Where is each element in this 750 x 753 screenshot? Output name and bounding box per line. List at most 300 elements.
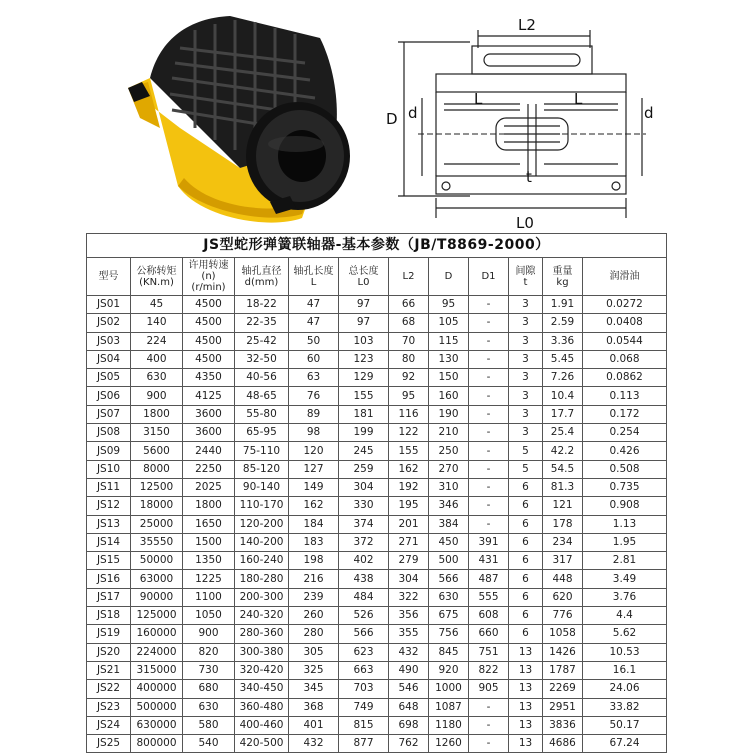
table-cell: 234: [543, 533, 583, 551]
table-cell: 47: [289, 314, 339, 332]
model-cell: JS24: [87, 716, 131, 734]
table-row: [87, 515, 667, 533]
table-cell: 900: [183, 625, 235, 643]
table-row: [87, 588, 667, 606]
table-cell: -: [469, 405, 509, 423]
table-cell: 13: [509, 735, 543, 753]
model-cell: JS13: [87, 515, 131, 533]
table-cell: 0.426: [583, 442, 667, 460]
table-cell: 1225: [183, 570, 235, 588]
table-cell: 526: [339, 607, 389, 625]
table-cell: 660: [469, 625, 509, 643]
table-cell: 317: [543, 552, 583, 570]
model-cell: JS19: [87, 625, 131, 643]
table-cell: 35550: [131, 533, 183, 551]
table-cell: 17.7: [543, 405, 583, 423]
column-header-line: 间隙: [515, 265, 536, 277]
table-cell: 10.4: [543, 387, 583, 405]
table-cell: 95: [429, 296, 469, 314]
column-header: [289, 258, 339, 296]
table-cell: 800000: [131, 735, 183, 753]
table-row: [87, 296, 667, 314]
model-cell: JS23: [87, 698, 131, 716]
table-cell: 3600: [183, 405, 235, 423]
table-cell: 1.91: [543, 296, 583, 314]
table-cell: 280: [289, 625, 339, 643]
table-cell: 63: [289, 369, 339, 387]
table-cell: 6: [509, 625, 543, 643]
table-cell: 40-56: [235, 369, 289, 387]
column-header: [543, 258, 583, 296]
model-cell: JS18: [87, 607, 131, 625]
table-cell: 89: [289, 405, 339, 423]
table-cell: 97: [339, 314, 389, 332]
column-header: [183, 258, 235, 296]
table-cell: 3: [509, 424, 543, 442]
column-header-line: 总长度: [348, 265, 379, 277]
table-cell: 630: [131, 369, 183, 387]
table-cell: 66: [389, 296, 429, 314]
label-L-left: L: [474, 90, 483, 108]
table-cell: 490: [389, 661, 429, 679]
table-cell: 160: [429, 387, 469, 405]
table-cell: 3: [509, 369, 543, 387]
table-cell: -: [469, 698, 509, 716]
table-cell: 1.95: [583, 533, 667, 551]
table-cell: 2269: [543, 680, 583, 698]
table-cell: 432: [389, 643, 429, 661]
table-cell: 400: [131, 350, 183, 368]
table-cell: 10.53: [583, 643, 667, 661]
table-cell: -: [469, 515, 509, 533]
label-d-right: d: [644, 104, 654, 122]
table-cell: 2951: [543, 698, 583, 716]
column-header-line: t: [523, 276, 528, 288]
table-cell: 749: [339, 698, 389, 716]
table-cell: 259: [339, 460, 389, 478]
model-cell: JS25: [87, 735, 131, 753]
model-cell: JS06: [87, 387, 131, 405]
table-cell: 900: [131, 387, 183, 405]
table-cell: 4125: [183, 387, 235, 405]
table-cell: 192: [389, 478, 429, 496]
table-cell: 5: [509, 442, 543, 460]
table-cell: 13: [509, 716, 543, 734]
table-cell: 75-110: [235, 442, 289, 460]
table-cell: 50.17: [583, 716, 667, 734]
label-L-right: L: [574, 90, 583, 108]
table-cell: 201: [389, 515, 429, 533]
table-cell: 162: [289, 497, 339, 515]
table-cell: 0.0408: [583, 314, 667, 332]
coupling-photo-icon: [120, 8, 360, 230]
table-cell: 18000: [131, 497, 183, 515]
table-cell: 546: [389, 680, 429, 698]
table-cell: 450: [429, 533, 469, 551]
table-cell: 1050: [183, 607, 235, 625]
table-cell: 149: [289, 478, 339, 496]
table-cell: 3600: [183, 424, 235, 442]
table-cell: 756: [429, 625, 469, 643]
label-L2: L2: [518, 16, 536, 34]
table-cell: 3: [509, 405, 543, 423]
table-cell: 4350: [183, 369, 235, 387]
table-row: [87, 716, 667, 734]
table-cell: 500000: [131, 698, 183, 716]
model-cell: JS17: [87, 588, 131, 606]
model-cell: JS05: [87, 369, 131, 387]
table-cell: 1058: [543, 625, 583, 643]
table-title: JS型蛇形弹簧联轴器-基本参数（JB/T8869-2000）: [86, 233, 667, 257]
table-cell: -: [469, 716, 509, 734]
table-cell: 105: [429, 314, 469, 332]
table-cell: -: [469, 332, 509, 350]
table-cell: 25.4: [543, 424, 583, 442]
table-cell: 110-170: [235, 497, 289, 515]
table-cell: 63000: [131, 570, 183, 588]
table-cell: 776: [543, 607, 583, 625]
table-cell: 155: [339, 387, 389, 405]
table-cell: 245: [339, 442, 389, 460]
table-cell: 8000: [131, 460, 183, 478]
table-cell: 7.26: [543, 369, 583, 387]
table-cell: 240-320: [235, 607, 289, 625]
table-cell: 1426: [543, 643, 583, 661]
table-cell: 3836: [543, 716, 583, 734]
column-header: [131, 258, 183, 296]
table-cell: 47: [289, 296, 339, 314]
column-header-line: 型号: [98, 271, 119, 282]
model-cell: JS22: [87, 680, 131, 698]
table-cell: 762: [389, 735, 429, 753]
table-cell: 2440: [183, 442, 235, 460]
table-cell: 555: [469, 588, 509, 606]
table-cell: 4500: [183, 314, 235, 332]
table-cell: 4500: [183, 350, 235, 368]
column-header-line: L: [310, 276, 317, 288]
table-cell: -: [469, 735, 509, 753]
table-cell: 3: [509, 332, 543, 350]
table-cell: 3150: [131, 424, 183, 442]
table-cell: 68: [389, 314, 429, 332]
table-cell: 1100: [183, 588, 235, 606]
table-cell: 13: [509, 680, 543, 698]
table-cell: 305: [289, 643, 339, 661]
table-cell: 566: [429, 570, 469, 588]
table-cell: 54.5: [543, 460, 583, 478]
table-cell: 1000: [429, 680, 469, 698]
table-cell: 630000: [131, 716, 183, 734]
table-cell: 2.59: [543, 314, 583, 332]
table-cell: 155: [389, 442, 429, 460]
parameter-table: [86, 233, 667, 753]
table-row: [87, 552, 667, 570]
table-cell: 2250: [183, 460, 235, 478]
model-cell: JS07: [87, 405, 131, 423]
table-cell: 540: [183, 735, 235, 753]
table-cell: 216: [289, 570, 339, 588]
column-header-line: kg: [556, 276, 569, 288]
column-header-line: 重量: [552, 265, 573, 277]
table-cell: 5.62: [583, 625, 667, 643]
table-cell: 115: [429, 332, 469, 350]
table-cell: 3.76: [583, 588, 667, 606]
column-header: [389, 258, 429, 296]
table-cell: 129: [339, 369, 389, 387]
column-header-line: D: [444, 271, 453, 282]
table-cell: 198: [289, 552, 339, 570]
table-cell: 420-500: [235, 735, 289, 753]
table-cell: 3: [509, 314, 543, 332]
table-cell: 356: [389, 607, 429, 625]
table-row: [87, 314, 667, 332]
table-cell: 90-140: [235, 478, 289, 496]
table-row: [87, 497, 667, 515]
table-cell: -: [469, 350, 509, 368]
table-cell: 487: [469, 570, 509, 588]
table-row: [87, 643, 667, 661]
table-cell: 150: [429, 369, 469, 387]
table-cell: 33.82: [583, 698, 667, 716]
table-cell: 300-380: [235, 643, 289, 661]
table-cell: 183: [289, 533, 339, 551]
table-row: [87, 424, 667, 442]
table-cell: 85-120: [235, 460, 289, 478]
table-cell: 1.13: [583, 515, 667, 533]
table-cell: -: [469, 424, 509, 442]
table-cell: 815: [339, 716, 389, 734]
column-header-line: (KN.m): [139, 276, 174, 288]
table-cell: 330: [339, 497, 389, 515]
table-cell: 122: [389, 424, 429, 442]
column-header-line: D1: [481, 271, 496, 282]
table-cell: -: [469, 497, 509, 515]
table-cell: 224000: [131, 643, 183, 661]
table-cell: 103: [339, 332, 389, 350]
table-cell: 32-50: [235, 350, 289, 368]
table-cell: 4500: [183, 332, 235, 350]
table-cell: 184: [289, 515, 339, 533]
table-cell: 42.2: [543, 442, 583, 460]
table-cell: 448: [543, 570, 583, 588]
table-cell: 648: [389, 698, 429, 716]
table-cell: 199: [339, 424, 389, 442]
table-cell: -: [469, 478, 509, 496]
table-cell: 81.3: [543, 478, 583, 496]
table-cell: 304: [389, 570, 429, 588]
table-cell: 1087: [429, 698, 469, 716]
table-cell: 822: [469, 661, 509, 679]
table-cell: 730: [183, 661, 235, 679]
table-cell: 120: [289, 442, 339, 460]
table-cell: 484: [339, 588, 389, 606]
table-cell: 224: [131, 332, 183, 350]
table-cell: 384: [429, 515, 469, 533]
table-cell: 1180: [429, 716, 469, 734]
column-header-line: 公称转矩: [136, 265, 177, 277]
table-cell: 24.06: [583, 680, 667, 698]
table-cell: 340-450: [235, 680, 289, 698]
table-cell: 346: [429, 497, 469, 515]
table-cell: 845: [429, 643, 469, 661]
table-cell: 325: [289, 661, 339, 679]
table-cell: -: [469, 314, 509, 332]
table-cell: 402: [339, 552, 389, 570]
table-cell: 703: [339, 680, 389, 698]
table-cell: 315000: [131, 661, 183, 679]
table-cell: 160-240: [235, 552, 289, 570]
table-cell: 0.172: [583, 405, 667, 423]
table-row: [87, 625, 667, 643]
table-row: [87, 369, 667, 387]
table-cell: 438: [339, 570, 389, 588]
table-cell: 1787: [543, 661, 583, 679]
table-cell: 5: [509, 460, 543, 478]
table-cell: 271: [389, 533, 429, 551]
table-cell: 1800: [131, 405, 183, 423]
table-cell: 270: [429, 460, 469, 478]
table-cell: 630: [183, 698, 235, 716]
table-cell: 0.0862: [583, 369, 667, 387]
model-cell: JS08: [87, 424, 131, 442]
table-row: [87, 460, 667, 478]
column-header: [235, 258, 289, 296]
model-cell: JS10: [87, 460, 131, 478]
table-cell: 360-480: [235, 698, 289, 716]
table-cell: 5600: [131, 442, 183, 460]
table-cell: 195: [389, 497, 429, 515]
column-header: [339, 258, 389, 296]
table-row: [87, 735, 667, 753]
label-d-left: d: [408, 104, 418, 122]
table-cell: 3: [509, 350, 543, 368]
table-cell: 400-460: [235, 716, 289, 734]
table-cell: 48-65: [235, 387, 289, 405]
table-cell: 16.1: [583, 661, 667, 679]
table-cell: 372: [339, 533, 389, 551]
column-header-line: (r/min): [191, 282, 226, 293]
table-cell: 6: [509, 570, 543, 588]
table-cell: 391: [469, 533, 509, 551]
table-cell: 5.45: [543, 350, 583, 368]
table-cell: 260: [289, 607, 339, 625]
table-cell: -: [469, 460, 509, 478]
table-cell: 55-80: [235, 405, 289, 423]
table-cell: 80: [389, 350, 429, 368]
table-cell: 1800: [183, 497, 235, 515]
table-cell: 50000: [131, 552, 183, 570]
column-header-line: 轴孔长度: [293, 265, 334, 277]
table-cell: 0.068: [583, 350, 667, 368]
table-row: [87, 478, 667, 496]
table-cell: 0.735: [583, 478, 667, 496]
table-cell: 0.254: [583, 424, 667, 442]
column-header-line: 轴孔直径: [241, 265, 282, 277]
table-cell: 18-22: [235, 296, 289, 314]
table-cell: 178: [543, 515, 583, 533]
table-cell: 76: [289, 387, 339, 405]
table-cell: 751: [469, 643, 509, 661]
table-cell: 4500: [183, 296, 235, 314]
table-cell: 322: [389, 588, 429, 606]
table-row: [87, 570, 667, 588]
table-cell: 905: [469, 680, 509, 698]
table-row: [87, 698, 667, 716]
table-row: [87, 332, 667, 350]
model-cell: JS01: [87, 296, 131, 314]
table-cell: 3.36: [543, 332, 583, 350]
table-cell: 60: [289, 350, 339, 368]
table-cell: 181: [339, 405, 389, 423]
table-cell: 608: [469, 607, 509, 625]
model-cell: JS12: [87, 497, 131, 515]
table-cell: 65-95: [235, 424, 289, 442]
model-cell: JS20: [87, 643, 131, 661]
table-cell: 920: [429, 661, 469, 679]
coupling-section-diagram: [378, 6, 658, 228]
table-cell: 310: [429, 478, 469, 496]
table-cell: 116: [389, 405, 429, 423]
table-cell: 2025: [183, 478, 235, 496]
column-header: [509, 258, 543, 296]
table-cell: 820: [183, 643, 235, 661]
table-cell: 345: [289, 680, 339, 698]
model-cell: JS15: [87, 552, 131, 570]
table-cell: 304: [339, 478, 389, 496]
table-row: [87, 661, 667, 679]
table-cell: 580: [183, 716, 235, 734]
table-row: [87, 405, 667, 423]
table-cell: 620: [543, 588, 583, 606]
table-cell: 13: [509, 643, 543, 661]
table-cell: 70: [389, 332, 429, 350]
table-cell: 22-35: [235, 314, 289, 332]
model-cell: JS16: [87, 570, 131, 588]
model-cell: JS03: [87, 332, 131, 350]
column-header-line: (n): [201, 271, 216, 282]
table-cell: 92: [389, 369, 429, 387]
model-cell: JS14: [87, 533, 131, 551]
table-cell: 0.0272: [583, 296, 667, 314]
table-cell: 6: [509, 607, 543, 625]
table-cell: 13: [509, 661, 543, 679]
table-cell: 0.0544: [583, 332, 667, 350]
table-cell: 125000: [131, 607, 183, 625]
table-cell: 4.4: [583, 607, 667, 625]
label-t: t: [526, 168, 532, 186]
model-cell: JS04: [87, 350, 131, 368]
table-cell: 3.49: [583, 570, 667, 588]
table-cell: 190: [429, 405, 469, 423]
table-cell: 630: [429, 588, 469, 606]
table-cell: 98: [289, 424, 339, 442]
table-cell: -: [469, 442, 509, 460]
table-cell: 0.908: [583, 497, 667, 515]
table-cell: 663: [339, 661, 389, 679]
table-cell: 121: [543, 497, 583, 515]
table-cell: 160000: [131, 625, 183, 643]
table-cell: 4686: [543, 735, 583, 753]
table-row: [87, 680, 667, 698]
table-row: [87, 533, 667, 551]
table-cell: 25000: [131, 515, 183, 533]
table-cell: 45: [131, 296, 183, 314]
table-cell: 13: [509, 698, 543, 716]
table-cell: 320-420: [235, 661, 289, 679]
table-cell: 500: [429, 552, 469, 570]
table-cell: 431: [469, 552, 509, 570]
table-cell: -: [469, 296, 509, 314]
